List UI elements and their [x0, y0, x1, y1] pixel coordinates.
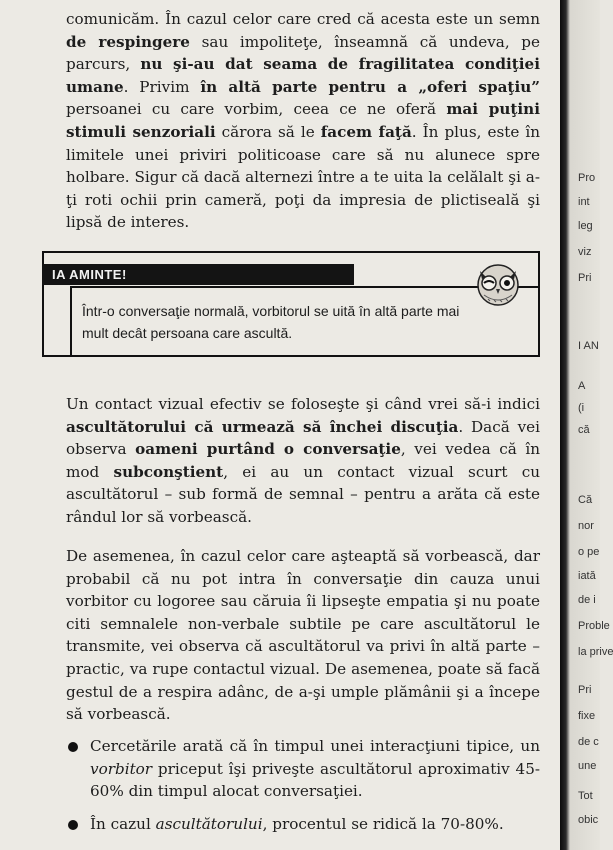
callout-text: Într-o conversaţie normală, vorbitorul se uită în altă parte mai mult decât persoana care ascultă.: [82, 303, 460, 341]
bullet-text: [90, 813, 540, 836]
adjacent-fragment: A: [578, 380, 586, 392]
adjacent-fragment: o pe: [578, 546, 600, 558]
owl-icon: [472, 257, 524, 307]
adjacent-fragment: Pro: [578, 172, 596, 184]
bullet-text: [90, 735, 540, 803]
emphasis-run: facem faţă: [320, 122, 412, 141]
text-run: , vei vedea că în mod: [66, 440, 540, 481]
italic-run: ascultătorului: [155, 815, 263, 833]
adjacent-fragment: fixe: [578, 710, 596, 722]
text-run: Un contact vizual efectiv se foloseşte şi când vrei să-i indici: [66, 395, 540, 413]
adjacent-fragment: că: [578, 424, 590, 436]
adjacent-fragment: de c: [578, 736, 599, 748]
emphasis-run: mai puţini stimuli senzoriali: [66, 100, 540, 141]
adjacent-fragment: iată: [578, 570, 596, 582]
adjacent-fragment: (i: [578, 402, 585, 414]
adjacent-fragment: la prive: [578, 646, 613, 658]
adjacent-fragment: Tot: [578, 790, 593, 802]
adjacent-page-edge: [560, 0, 613, 850]
paragraph-ending-discussion: [66, 393, 540, 529]
adjacent-fragment: leg: [578, 220, 593, 232]
emphasis-run: în altă parte pentru a „oferi spaţiu”: [200, 77, 540, 96]
emphasis-run: oameni purtând o conversaţie: [135, 440, 401, 459]
text-run: Cercetările arată că în timpul unei interacţiuni tipice, un: [90, 737, 540, 755]
emphasis-run: ascultătorului că urmează să închei discuţia: [66, 417, 459, 436]
adjacent-fragment: Pri: [578, 684, 592, 696]
adjacent-fragment: Proble: [578, 620, 610, 632]
callout-title: IA AMINTE!: [42, 264, 354, 285]
text-run: comunicăm. În cazul celor care cred că acesta este un semn: [66, 10, 540, 28]
italic-run: vorbitor: [90, 759, 153, 778]
emphasis-run: subconştient: [113, 462, 224, 481]
adjacent-fragment: Că: [578, 494, 593, 506]
adjacent-fragment: nor: [578, 520, 594, 532]
adjacent-fragment: viz: [578, 246, 592, 258]
adjacent-fragment: int: [578, 196, 590, 208]
text-run: , procentul se ridică la 70-80%.: [262, 815, 504, 833]
text-run: , ei au un contact vizual scurt cu ascultătorul – sub formă de semnal – pentru a arăta că este rândul lor să vorbească.: [66, 462, 540, 526]
text-run: În cazul: [90, 815, 156, 833]
text-run: persoanei cu care vorbim, ceea ce ne oferă: [66, 100, 447, 119]
text-run: sau impoliteţe, înseamnă că undeva, pe parcurs,: [66, 32, 540, 74]
emphasis-run: de respingere: [66, 32, 190, 51]
bullet-dot-icon: [68, 820, 78, 830]
adjacent-fragment: de i: [578, 594, 596, 606]
emphasis-run: nu şi-au dat seama de fragilitatea condiţiei umane: [66, 55, 540, 96]
adjacent-fragment: obic: [578, 814, 599, 826]
text-run: . Dacă vei observa: [66, 417, 540, 459]
text-run: . În plus, este în limitele unei priviri politicoase care să nu alunece spre holbare. Sigur că dacă alternezi între a te uita la celălalt şi a-ţi roti ochii prin cameră, poţi da impresia de plictiseală şi lipsă de interes.: [66, 122, 540, 232]
paragraph-waiting-to-speak: De asemenea, în cazul celor care aşteaptă să vorbească, dar probabil că nu pot intra în conversaţie din cauza unui vorbitor cu logoree sau căruia îi lipseşte empatia şi nu poate citi semnalele non-verbale subtile pe care ascultătorul le transmite, vei observa că ascultătorul va privi în altă parte – practic, va rupe contactul vizual. De asemenea, poate să facă gestul de a respira adânc, de a-şi umple plămânii şi a începe să vorbească.: [66, 547, 540, 724]
adjacent-fragment: une: [578, 760, 597, 772]
bullet-dot-icon: [68, 742, 78, 752]
text-run: priceput îşi priveşte ascultătorul aproximativ 45-60% din timpul alocat conversaţiei.: [90, 759, 540, 801]
adjacent-fragment: Pri: [578, 272, 592, 284]
adjacent-fragment: I AN: [578, 340, 599, 352]
text-run: . Privim: [123, 77, 201, 96]
text-run: cărora să le: [215, 122, 321, 141]
paragraph-fragility: [66, 8, 540, 234]
